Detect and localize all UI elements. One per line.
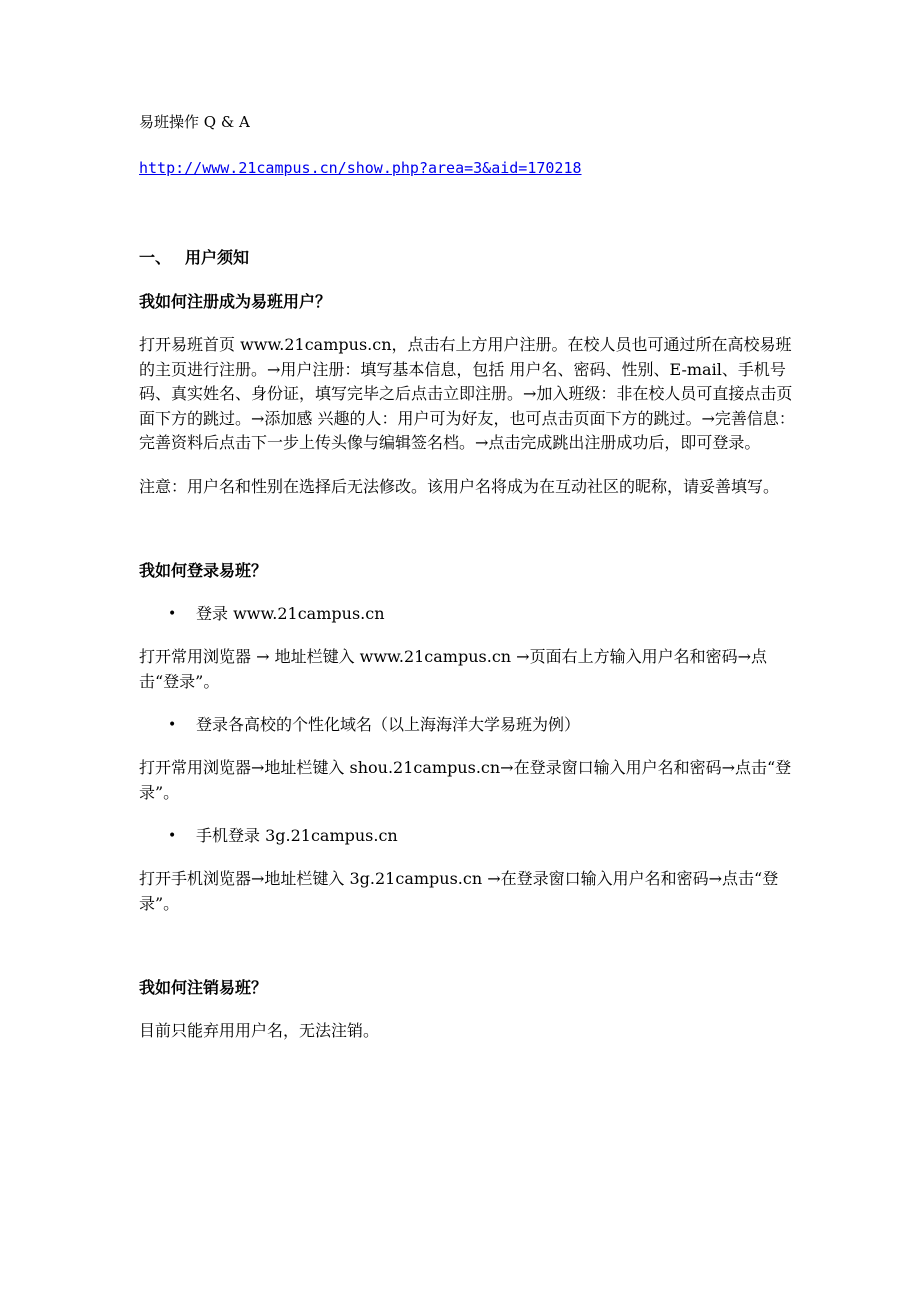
- section-title: 用户须知: [185, 248, 250, 267]
- section-number: 一、: [139, 248, 172, 267]
- bullet-icon: •: [168, 717, 177, 733]
- login-method-steps: 打开手机浏览器→地址栏键入 3g.21campus.cn →在登录窗口输入用户名和密码→点击“登录”。: [139, 869, 779, 913]
- login-method-label: 手机登录 3g.21campus.cn: [196, 826, 398, 845]
- login-method-label: 登录各高校的个性化域名（以上海海洋大学易班为例）: [196, 715, 581, 734]
- list-item: [139, 824, 799, 848]
- document-title: 易班操作 Q & A: [139, 113, 250, 131]
- login-method-steps: 打开常用浏览器→地址栏键入 shou.21campus.cn→在登录窗口输入用户名和密码→点击“登录”。: [139, 758, 792, 802]
- list-item: [139, 713, 799, 737]
- cancel-question: 我如何注销易班？: [139, 978, 268, 997]
- register-question: 我如何注册成为易班用户？: [139, 292, 332, 311]
- document-page: [139, 110, 799, 1063]
- source-link[interactable]: http://www.21campus.cn/show.php?area=3&aid=170218: [139, 159, 582, 177]
- bullet-icon: •: [168, 828, 177, 844]
- login-method-label: 登录 www.21campus.cn: [196, 604, 385, 623]
- cancel-answer: 目前只能弃用用户名，无法注销。: [139, 1021, 380, 1040]
- section-heading: [139, 246, 799, 270]
- register-answer: 打开易班首页 www.21campus.cn，点击右上方用户注册。在校人员也可通过所在高校易班的主页进行注册。→用户注册：填写基本信息，包括 用户名、密码、性别、E-mail、手机号码、真实姓名、身份证，填写完毕之后点击立即注册。→加入班级：非在校人员可直接点击页面下方的跳过。→添加感 兴趣的人：用户可为好友，也可点击页面下方的跳过。→完善信息：完善资料后点击下一步上传头像与编辑签名档。→点击完成跳出注册成功后，即可登录。: [139, 335, 795, 452]
- register-note: 注意：用户名和性别在选择后无法修改。该用户名将成为在互动社区的昵称，请妥善填写。: [139, 476, 780, 496]
- bullet-icon: •: [168, 606, 177, 622]
- list-item: [139, 602, 799, 626]
- login-method-steps: 打开常用浏览器 → 地址栏键入 www.21campus.cn →页面右上方输入用户名和密码→点击“登录”。: [139, 647, 767, 691]
- login-question: 我如何登录易班？: [139, 561, 268, 580]
